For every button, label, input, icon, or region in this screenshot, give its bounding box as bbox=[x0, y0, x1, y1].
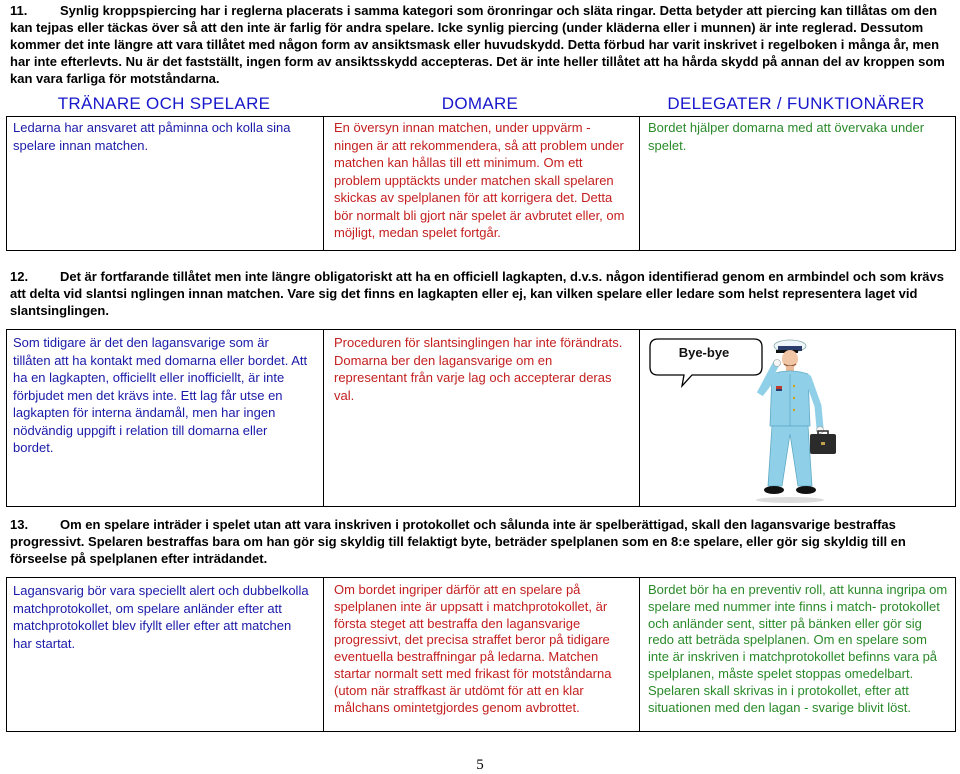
table-3-referees-cell bbox=[323, 578, 640, 731]
table-1-delegates-cell bbox=[639, 117, 955, 250]
table-2-delegates-cell bbox=[639, 330, 955, 506]
table-header-row bbox=[6, 94, 956, 116]
paragraph-text: Om en spelare inträder i spelet utan att vara inskriven i protokollet och sålunda inte är spelberättigad, skall den lagansvarige bestraffas progressivt. Spelaren bestraffas bara om han gör sig skyldig till felaktigt byte, beträder spelplanen som en 8:e spelare, eller gör sig skyldig till en förseelse på spelplanen efter inträdandet. bbox=[10, 517, 906, 566]
page-number: 5 bbox=[476, 757, 484, 773]
paragraph-text: Det är fortfarande tillåtet men inte längre obligatoriskt att ha en officiell lagkapten, d.v.s. någon identifierad genom en armbindel och som krävs att delta vid slantsi nglingen innan matchen. Vare sig det finns en lagkapten eller ej, kan vilken spelare eller ledare som helst representera laget vid slantsinglingen. bbox=[10, 269, 944, 318]
table-1-coaches-cell bbox=[7, 117, 323, 250]
header-referees: DOMARE bbox=[441, 94, 519, 113]
header-delegates: DELEGATER / FUNKTIONÄRER bbox=[667, 94, 925, 113]
table-1-referees-cell bbox=[323, 117, 640, 250]
paragraph-11 bbox=[10, 2, 952, 87]
paragraph-text: Synlig kroppspiercing har i reglerna placerats i samma kategori som öronringar och släta ringar. Detta betyder att piercing kan tillåtas om den kan tejpas eller täckas över så att den inte är farlig för andra spelare. Icke synlig piercing (under kläderna eller i munnen) är inte reglerad. Dessutom kommer det inte längre att vara tillåtet med någon form av ansiktsmask eller huvudskydd. Detta förbud har varit inskrivet i regelboken i många år, men har inte efterlevts. Nu är det fastställt, ingen form av ansiktsskydd accepteras. Det är inte heller tillåtet att ha hårda skydd på annan del av kroppen som kan vara farliga för motståndarna. bbox=[10, 3, 945, 86]
referees-text: Om bordet ingriper därför att en spelare på spelplanen inte är uppsatt i matchprotokollet, är första steget att bestraffa den lagansvarige progressivt, det precisa straffet beror på tidigare eventuella bestraffningar på ledarna. Matchen startar normalt sett med frikast för motståndarna (utom när straffkast är utdömt för att en klar målchans omintetgjordes genom avbrottet. bbox=[334, 582, 612, 715]
table-3-delegates-cell bbox=[639, 578, 955, 731]
paragraph-12 bbox=[10, 268, 952, 319]
referee-officer-illustration bbox=[732, 334, 852, 504]
paragraph-number: 12. bbox=[10, 269, 29, 284]
paragraph-number: 11. bbox=[10, 3, 28, 18]
paragraph-13 bbox=[10, 516, 952, 567]
table-3 bbox=[6, 577, 956, 732]
coaches-text: Lagansvarig bör vara speciellt alert och dubbelkolla matchprotokollet, om spelare anländer efter att matchprotokollet blev ifyllt eller efter att matchen har startat. bbox=[13, 583, 309, 651]
paragraph-number: 13. bbox=[10, 517, 29, 532]
coaches-text: Som tidigare är det den lagansvarige som är tillåten att ha kontakt med domarna eller bordet. Att ha en lagkapten, officiellt eller inofficiellt, är inte förbjudet men det krävs inte. Ett lag får utse en lagkapten för interna ändamål, men har ingen nödvändig uppgift i relation till domarna eller bordet. bbox=[13, 335, 308, 455]
table-3-coaches-cell bbox=[7, 578, 323, 731]
delegates-text: Bordet bör ha en preventiv roll, att kunna ingripa om spelare med nummer inte finns i match- protokollet och anländer sent, sitter på bänken eller gör sig redo att beträda spelplanen. Om en spelare som inte är inskriven i matchprotokollet befinns vara på spelplanen, måste spelet stoppas omedelbart. Spelaren skall skrivas in i protokollet, efter att situationen med den lagan - svarige blivit löst. bbox=[648, 582, 948, 715]
referees-text: En översyn innan matchen, under uppvärm - ningen är att rekommendera, så att problem under matchen kan hållas till ett minimum. Om ett problem upptäckts under matchen skall spelaren skickas av spelplanen för att korrigera det. Detta bör normalt bli gjort när spelet är avbrutet eller, om möjligt, medan spelet fortgår. bbox=[334, 120, 625, 240]
table-2-referees-cell bbox=[323, 330, 640, 506]
delegates-text: Bordet hjälper domarna med att övervaka under spelet. bbox=[648, 120, 925, 153]
referees-text: Proceduren för slantsinglingen har inte förändrats. Domarna ber den lagansvarige om en representant från varje lag och accepterar deras val. bbox=[334, 335, 623, 403]
briefcase-icon bbox=[810, 431, 836, 454]
table-2-coaches-cell bbox=[7, 330, 323, 506]
speech-bubble-text: Bye-bye bbox=[678, 345, 730, 360]
table-2 bbox=[6, 329, 956, 507]
table-1 bbox=[6, 116, 956, 251]
coaches-text: Ledarna har ansvaret att påminna och kolla sina spelare innan matchen. bbox=[13, 120, 291, 153]
header-coaches: TRÄNARE OCH SPELARE bbox=[57, 94, 271, 113]
